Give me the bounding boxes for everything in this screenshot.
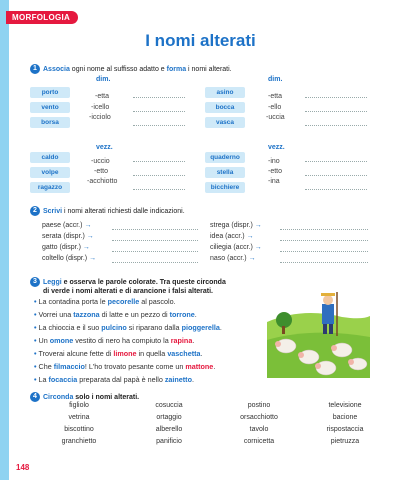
ex1-word: asino [205,87,245,98]
ex4-word[interactable]: pietruzza [330,438,360,445]
ex4-word[interactable]: panificio [156,438,182,445]
ex2-item: serata (dispr.) → [42,233,94,240]
ex1-suffix: -etta [268,93,283,100]
sentence-text: Troverai alcune fette di [38,349,114,358]
ex1-suffix: -acchiotto [87,178,118,185]
ex3-instruction: 3 Leggi e osserva le parole colorate. Tra queste circonda di verde i nomi alterati e di arancione i falsi alterati. [30,277,226,296]
ex3-sentence [34,349,202,358]
answer-line[interactable] [112,251,198,252]
ex1-word: ragazzo [30,182,70,193]
section-tag: MORFOLOGIA [6,11,78,24]
colored-word[interactable]: zainetto [164,375,192,384]
ex4-column [40,402,118,450]
ex1-suffix: -icello [91,104,110,111]
ex3-bullet: • [34,375,39,384]
sentence-text: preparata dal papà è nello [77,375,165,384]
sentence-text: vestito di nero ha compiuto la [73,336,171,345]
answer-line[interactable] [133,111,185,112]
sentence-text: in quella [136,349,168,358]
sentence-text: Un [38,336,50,345]
sentence-text: . [219,323,222,332]
colored-word[interactable]: pioggerella [181,323,220,332]
answer-line[interactable] [112,229,198,230]
ex4-word[interactable]: alberello [155,426,183,433]
ex4-word[interactable]: biscottino [64,426,94,433]
ex1-suffix: -ello [268,104,282,111]
answer-line[interactable] [280,251,368,252]
colored-word[interactable]: torrone [169,310,195,319]
colored-word[interactable]: mattone [185,362,214,371]
sentence-text: Che [38,362,54,371]
sentence-text: . [194,310,197,319]
ex1-head-vezz-left: vezz. [96,144,113,151]
colored-word[interactable]: rapina [170,336,193,345]
ex2-item: coltello (dispr.) → [42,255,97,262]
answer-line[interactable] [305,111,367,112]
answer-line[interactable] [305,175,367,176]
sentence-text: al pascolo. [139,297,176,306]
ex3-sentence [34,323,222,332]
sentence-text: si riparano dalla [126,323,182,332]
ex1-suffix: -uccia [266,114,285,121]
left-color-strip [0,0,9,480]
ex4-word[interactable]: figliolo [69,402,89,409]
answer-line[interactable] [112,262,198,263]
answer-line[interactable] [305,125,367,126]
colored-word[interactable]: limone [113,349,137,358]
ex4-word[interactable]: orsacchiotto [240,414,278,421]
ex1-word: porto [30,87,70,98]
ex1-suffix: -etto [268,168,283,175]
ex1-word: bocca [205,102,245,113]
ex4-word[interactable]: cornicetta [243,438,275,445]
ex2-item: strega (dispr.) → [210,222,262,229]
ex1-word: bicchiere [205,182,245,193]
ex4-word[interactable]: vetrina [68,414,90,421]
ex4-word[interactable]: ortaggio [156,414,182,421]
ex4-word[interactable]: postino [247,402,271,409]
ex4-word[interactable]: tavolo [249,426,269,433]
ex1-suffix: -etta [95,93,110,100]
ex1-suffix: -uccio [91,158,110,165]
sentence-text: . [191,375,194,384]
ex2-instruction: 2 Scrivi i nomi alterati richiesti dalle indicazioni. [30,206,185,216]
ex4-number: 4 [30,392,40,402]
sentence-text: di latte e un pezzo di [99,310,170,319]
colored-word[interactable]: pecorelle [107,297,140,306]
ex1-word: volpe [30,167,70,178]
colored-word[interactable]: vaschetta [167,349,201,358]
ex1-head-dim-left: dim. [96,76,111,83]
sentence-text: . [200,349,203,358]
answer-line[interactable] [133,125,185,126]
colored-word[interactable]: omone [49,336,74,345]
ex1-head-vezz-right: vezz. [268,144,285,151]
ex2-number: 2 [30,206,40,216]
ex3-number: 3 [30,277,40,287]
sentence-text: La contadina porta le [38,297,108,306]
sentence-text: La [38,375,49,384]
answer-line[interactable] [133,97,185,98]
ex3-sentence [34,297,176,306]
sentence-text: ! L'ho trovato pesante come un [84,362,186,371]
ex4-instruction: 4 Circonda solo i nomi alterati. [30,392,139,402]
answer-line[interactable] [112,240,198,241]
ex3-sentence [34,310,197,319]
ex3-sentence [34,336,194,345]
colored-word[interactable]: focaccia [48,375,78,384]
ex1-word: stella [205,167,245,178]
ex3-bullet: • [34,310,39,319]
ex3-bullet: • [34,323,39,332]
answer-line[interactable] [133,175,185,176]
ex1-head-dim-right: dim. [268,76,283,83]
ex1-word: borsa [30,117,70,128]
ex4-column [306,402,384,450]
ex4-word[interactable]: televisione [328,402,362,409]
ex3-bullet: • [34,362,39,371]
ex4-column [220,402,298,450]
ex3-bullet: • [34,297,39,306]
ex4-word[interactable]: cosuccia [155,402,183,409]
ex3-bullet: • [34,349,39,358]
colored-word[interactable]: filmaccio [53,362,85,371]
ex2-item: idea (accr.) → [210,233,254,240]
sentence-text: Vorrei una [38,310,74,319]
answer-line[interactable] [133,189,185,190]
ex1-instruction: 1 Associa ogni nome al suffisso adatto e forma i nomi alterati. [30,64,232,74]
answer-line[interactable] [305,161,367,162]
ex1-suffix: -ino [268,158,280,165]
ex1-suffix: -etto [94,168,109,175]
colored-word[interactable]: tazzona [73,310,100,319]
answer-line[interactable] [305,189,367,190]
page-number: 148 [16,463,30,472]
ex3-sentence [34,362,215,371]
sentence-text: La chioccia e il suo [38,323,102,332]
answer-line[interactable] [133,161,185,162]
ex3-sentence [34,375,194,384]
ex2-item: naso (accr.) → [210,255,256,262]
answer-line[interactable] [305,97,367,98]
page-title: I nomi alterati [145,31,256,50]
sentence-text: . [213,362,216,371]
ex4-column [130,402,208,450]
ex1-word: vasca [205,117,245,128]
colored-word[interactable]: pulcino [101,323,127,332]
ex3-bullet: • [34,336,39,345]
ex1-number: 1 [30,64,40,74]
ex1-suffix: -ina [268,178,280,185]
ex4-word[interactable]: bacione [332,414,358,421]
ex4-word[interactable]: granchietto [61,438,97,445]
farm-sheep-illustration [262,282,372,380]
ex2-item: ciliegia (accr.) → [210,244,262,251]
ex2-item: gatto (dispr.) → [42,244,90,251]
ex1-word: vento [30,102,70,113]
answer-line[interactable] [280,229,368,230]
sentence-text: . [192,336,195,345]
ex1-word: caldo [30,152,70,163]
answer-line[interactable] [280,262,368,263]
ex1-word: quaderno [205,152,245,163]
ex1-suffix: -icciolo [89,114,111,121]
ex2-item: paese (accr.) → [42,222,92,229]
answer-line[interactable] [280,240,368,241]
ex4-word[interactable]: rispostaccia [326,426,364,433]
